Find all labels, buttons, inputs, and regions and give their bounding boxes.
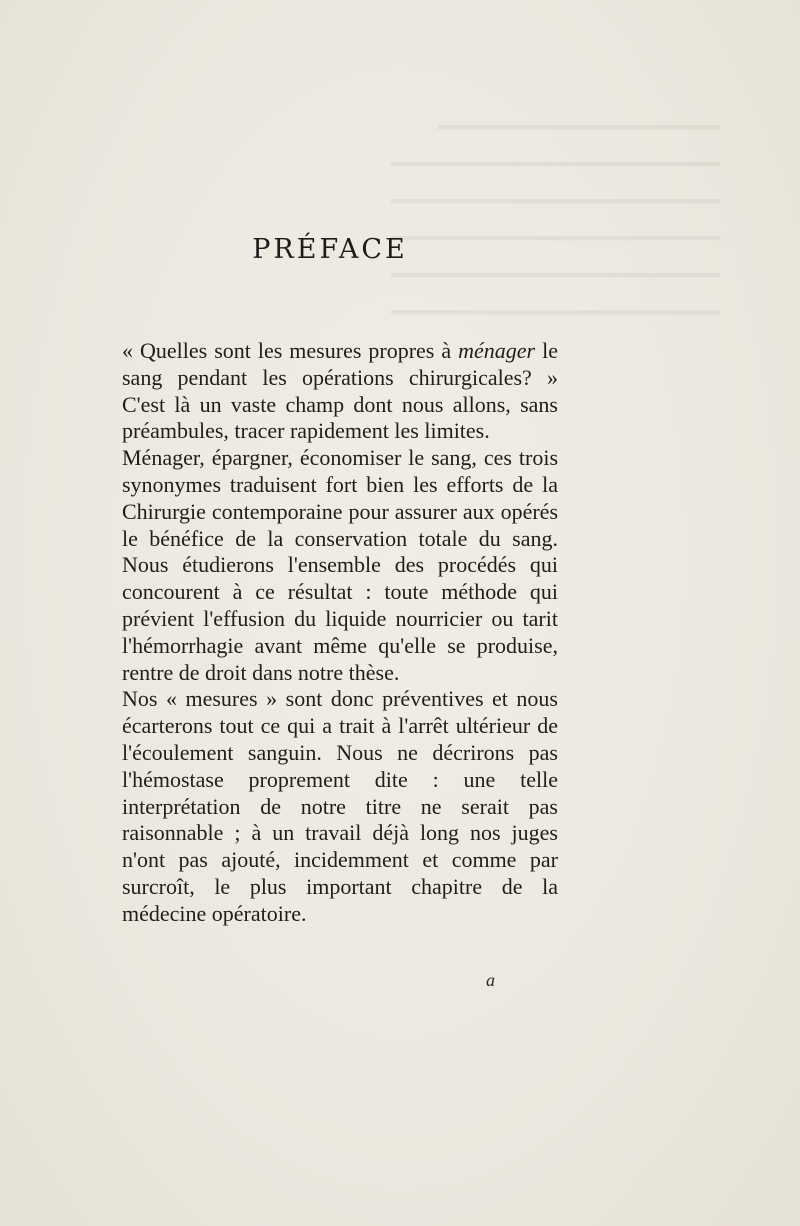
paragraph-1-start: « Quelles sont les mesures propres à: [122, 338, 459, 363]
page-title: PRÉFACE: [252, 234, 408, 265]
paragraph-2: Ménager, épargner, économiser le sang, ces trois synonymes traduisent fort bien les efforts de la Chirurgie contemporaine pour assurer aux opérés le bénéfice de la conservation totale du sang. Nous étudierons l'ensemble des procédés qui concourent à ce résultat : toute méthode qui prévient l'effusion du liquide nourricier ou tarit l'hémorrhagie avant même qu'elle se produise, rentre de droit dans notre thèse.: [122, 445, 558, 685]
paragraph-3: Nos « mesures » sont donc préventives et nous écarterons tout ce qui a trait à l'arrêt ultérieur de l'écoulement sanguin. Nous ne décrirons pas l'hémostase proprement dite : une telle interprétation de notre titre ne serait pas raisonnable ; à un travail déjà long nos juges n'ont pas ajouté, incidemment et comme par surcroît, le plus important chapitre de la médecine opératoire.: [122, 686, 558, 926]
show-through-texture: [120, 110, 720, 332]
paragraph-1: [122, 338, 558, 445]
preface-body: [122, 338, 558, 928]
signature-mark: a: [486, 970, 495, 990]
paragraph-1-end: le sang pendant les opérations chirurgicales? » C'est là un vaste champ dont nous allons, sans préambules, tracer rapidement les limites.: [122, 338, 558, 444]
italic-term: ménager: [458, 338, 536, 363]
